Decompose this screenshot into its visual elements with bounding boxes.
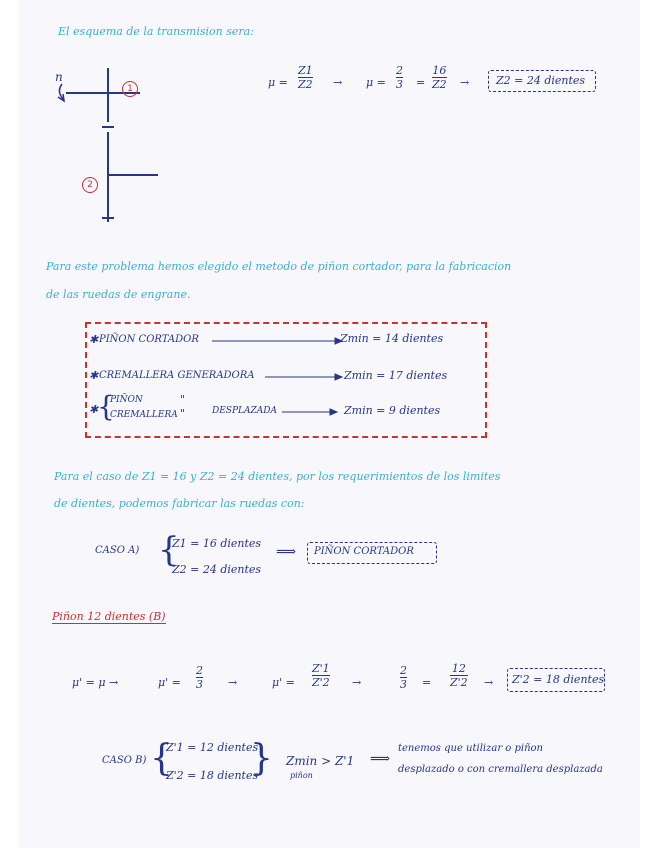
ratio-b-arrow-3: → [484, 676, 494, 689]
arrow-1: → [333, 76, 343, 89]
case-b-z1: Z'1 = 12 dientes [166, 741, 259, 754]
para1-line1: Para este problema hemos elegido el metodo de piñon cortador, para la fabricacion [46, 260, 512, 273]
mu-label-1: μ = [268, 76, 288, 89]
method-3-name-line1: PIÑON [110, 395, 143, 405]
case-b-conclusion-1: tenemos que utilizar o piñon [398, 743, 543, 754]
case-a-arrow: ⟹ [276, 544, 297, 560]
para2-line2: de dientes, podemos fabricar las ruedas con: [54, 497, 305, 510]
case-a-result: PIÑON CORTADOR [314, 546, 414, 557]
method-2-name: CREMALLERA GENERADORA [99, 370, 255, 381]
para1-line2: de las ruedas de engrane. [46, 288, 191, 301]
case-b-arrow: ⟹ [370, 751, 391, 767]
fraction-b-2-3 [196, 664, 203, 691]
ratio-b-mu: μ' = [158, 676, 181, 689]
method-3-ditto-1: " [180, 393, 186, 406]
ratio-b-arrow-2: → [352, 676, 362, 689]
case-b-conclusion-2: desplazado o con cremallera desplazada [398, 764, 603, 775]
method-1-star: ✱ [89, 333, 99, 346]
case-a-brace: { [158, 530, 180, 570]
numerator: Z'1 [312, 662, 330, 675]
case-b-comparison: Zmin > Z'1 [286, 754, 355, 768]
case-b-subscript: piñon [290, 771, 313, 780]
case-b-brace-right: } [250, 738, 273, 779]
intro-text: El esquema de la transmision sera: [58, 25, 254, 38]
numerator: 2 [396, 64, 403, 77]
ratio-b-mu-3: μ' = [272, 676, 295, 689]
ratio-b-arrow-1: → [228, 676, 238, 689]
numerator: 16 [432, 64, 447, 77]
numerator: Z1 [298, 64, 313, 77]
fraction-b-2-3-second [400, 664, 407, 691]
denominator: Z'2 [312, 676, 330, 689]
case-b-label: CASO B) [102, 755, 147, 766]
case-b-brace-left: { [150, 738, 173, 779]
denominator: Z2 [432, 78, 447, 91]
method-1-result: Zmin = 14 dientes [340, 332, 444, 345]
denominator: Z2 [298, 78, 313, 91]
gear-1-marker: 1 [122, 81, 138, 97]
case-a-label: CASO A) [95, 545, 140, 556]
method-3-name: DESPLAZADA [212, 406, 277, 416]
mu-label-2: μ = [366, 76, 386, 89]
method-3-ditto-2: " [180, 407, 186, 420]
method-3-brace: { [97, 390, 115, 423]
method-2-star: ✱ [89, 369, 99, 382]
numerator: 2 [400, 664, 407, 677]
equals-1: = [416, 76, 426, 89]
method-3-name-line2: CREMALLERA [110, 410, 178, 420]
case-a-z1: Z1 = 16 dientes [172, 537, 262, 550]
gear-2-marker: 2 [82, 177, 98, 193]
heading-case-b: Piñon 12 dientes (B) [52, 610, 166, 623]
method-2-result: Zmin = 17 dientes [344, 369, 448, 382]
numerator: 2 [196, 664, 203, 677]
speed-label: n [55, 70, 63, 84]
denominator: Z'2 [450, 676, 468, 689]
method-1-name: PIÑON CORTADOR [99, 334, 199, 345]
result-z2: Z2 = 24 dientes [496, 74, 586, 87]
denominator: 3 [196, 678, 203, 691]
ratio-b-result: Z'2 = 18 dientes [512, 673, 605, 686]
method-3-star: ✱ [89, 403, 99, 416]
numerator: 12 [451, 662, 466, 675]
ratio-b-equals: = [422, 676, 432, 689]
fraction-b-12-z2 [450, 662, 468, 689]
denominator: 3 [400, 678, 407, 691]
ratio-b-start: μ' = μ → [72, 676, 119, 689]
arrow-2: → [460, 76, 470, 89]
fraction-b-z1-z2 [312, 662, 330, 689]
para2-line1: Para el caso de Z1 = 16 y Z2 = 24 dientes, por los requerimientos de los limites [54, 470, 501, 483]
method-3-result: Zmin = 9 dientes [344, 404, 441, 417]
case-b-z2: Z'2 = 18 dientes [166, 769, 259, 782]
case-a-z2: Z2 = 24 dientes [172, 563, 262, 576]
denominator: 3 [396, 78, 403, 91]
